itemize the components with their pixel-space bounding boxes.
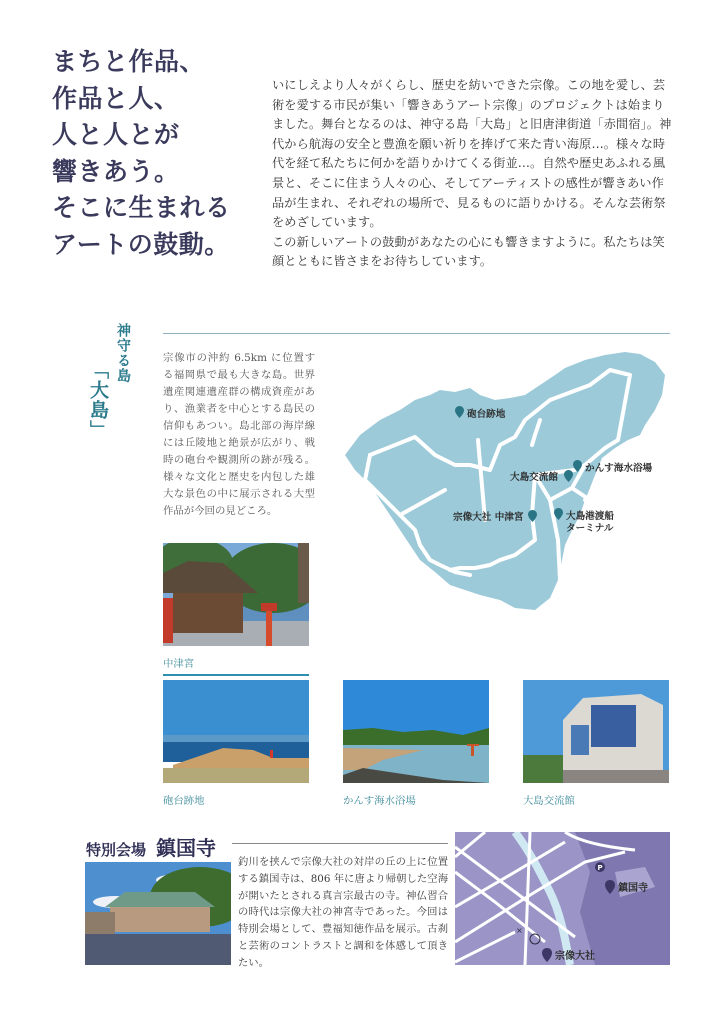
hero-title-line: アートの鼓動。 [52,229,230,259]
hero-title [52,44,252,263]
photo-koryukan [523,680,669,783]
map-label-nakatsu: 宗像大社 中津宮 [453,512,524,523]
caption-nakatsu: 中津宮 [163,658,195,670]
map-label-chinkokuji: 鎮国寺 [618,883,648,894]
special-venue-heading [86,832,216,861]
special-venue-title: 鎮国寺 [156,836,217,860]
island-shape [340,340,670,620]
map-label-hodai: 砲台跡地 [467,409,506,420]
map-label-munakata-taisha: 宗像大社 [555,951,595,962]
map-pin-icon [573,460,582,472]
map-label-koryukan: 大島交流館 [510,472,558,483]
caption-hodai: 砲台跡地 [163,795,205,807]
intro-text [272,76,672,272]
hero-title-line: 人と人とが [52,120,180,149]
photo-chinkokuji [85,862,231,965]
oshima-description: 宗像市の沖約 6.5km に位置する福岡県で最も大きな島。世界遺産関連遺産群の構成資産があり、漁業者を中心とする島民の信仰もあつい。島北部の海岸線には丘陵地と絶景が広がり、戦時の砲台や観測所の跡が残る。様々な文化と歴史を内包した雄大な景色の中に展示される大型作品が今回の見どころ。 [163,352,315,517]
map-label-kansu: かんす海水浴場 [585,463,653,474]
hero-title-line: まちと作品、 [52,47,206,76]
oshima-subtitle: 神守る島 [115,323,131,383]
photo-kansu-beach [343,680,489,783]
photo-hodai [163,680,309,783]
intro-paragraph-2: この新しいアートの鼓動があなたの心にも響きますように。私たちは笑顔とともに皆さまをお待ちしています。 [272,234,665,269]
special-rule [232,843,448,844]
oshima-title: 「大島」 [87,360,109,440]
caption-koryukan: 大島交流館 [523,795,575,807]
photo-nakatsu-shrine [163,543,309,646]
map-pin-icon [528,510,537,522]
hero-title-line: そこに生まれる [52,193,231,222]
special-venue-description: 釣川を挟んで宗像大社の対岸の丘の上に位置する鎮国寺は、806 年に唐より帰朝した空海が開いたとされる真言宗最古の寺。神仏習合の時代は宗像大社の神宮寺であった。今回は特別会場として、豊福知徳作品を展示。古刹と芸術のコントラストと調和を体感して頂きたい。 [238,856,448,969]
map-pin-icon [455,406,464,418]
chinkokuji-map [455,832,670,965]
map-pin-icon [554,508,563,520]
caption-kansu: かんす海水浴場 [343,795,416,807]
map-label-terminal: 大島港渡船 ターミナル [566,511,614,534]
caption-rule [163,674,309,676]
special-venue-subtitle: 特別会場 [86,841,147,859]
intro-paragraph-1: いにしえより人々がくらし、歴史を紡いできた宗像。この地を愛し、芸術を愛する市民が集い「響きあうアート宗像」のプロジェクトは始まりました。舞台となるのは、神守る島「大島」と旧唐津街道「赤間宿」。神代から航海の安全と豊漁を願い祈りを捧げて来た青い海原…。様々な時代を経て私たちに何かを語りかけてくる街並…。自然や歴史あふれる風景と、そこに住まう人々の心、そしてアーティストの感性が響きあい作品が生まれ、それぞれの場所で、見るものに語りかける。そんな芸術祭をめざしています。 [272,78,672,230]
section-divider [163,333,670,334]
svg-text:×: × [516,926,523,935]
map-pin-icon [564,470,573,482]
hero-title-line: 響きあう。 [52,156,180,186]
svg-text:P: P [597,864,603,872]
hero-title-line: 作品と人、 [52,83,180,113]
oshima-map [340,340,670,620]
